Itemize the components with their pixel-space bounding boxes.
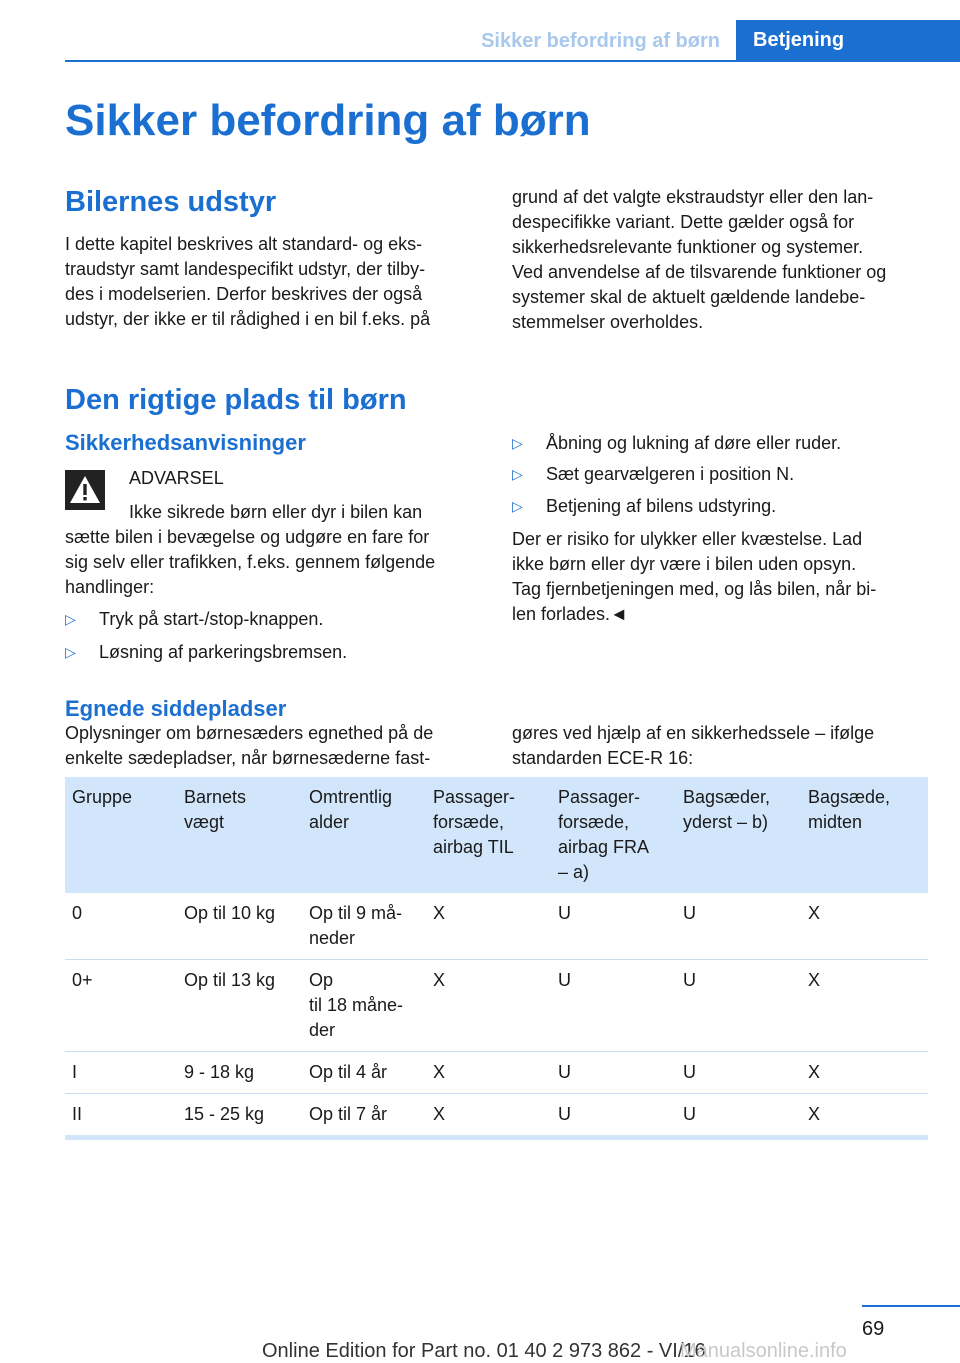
child-seat-table — [65, 777, 928, 1135]
header-chapter-tab: Betjening — [736, 20, 960, 61]
heading-rigtige-plads: Den rigtige plads til børn — [65, 384, 407, 416]
warning-title: ADVARSEL — [129, 468, 224, 488]
bullet-text: Åbning og lukning af døre eller ruder. — [546, 433, 842, 453]
cell-line: X — [808, 1104, 821, 1124]
cell-line: 0+ — [72, 970, 93, 990]
table-header-cell — [302, 777, 426, 893]
text-line: enkelte sædepladser, når børnesæderne fast- — [65, 748, 431, 768]
table-cell — [65, 1052, 177, 1094]
text-line: stemmelser overholdes. — [512, 312, 704, 332]
table-cell — [65, 893, 177, 960]
table-header-cell — [676, 777, 801, 893]
cell-line: yderst – b) — [683, 812, 769, 832]
bullet-text: Sæt gearvælgeren i position N. — [546, 464, 795, 484]
table-header-cell — [177, 777, 302, 893]
table-cell — [426, 893, 551, 960]
bullet-triangle-icon: ▷ — [512, 466, 523, 482]
text-line: grund af det valgte ekstraudstyr eller den lan- — [512, 187, 874, 207]
table-cell — [177, 1052, 302, 1094]
table-cell — [551, 1052, 676, 1094]
cell-line: U — [558, 970, 571, 990]
table-row — [65, 1094, 928, 1136]
cell-line: forsæde, — [433, 812, 505, 832]
header-section-title: Sikker befordring af børn — [481, 30, 720, 52]
table-cell — [676, 1094, 801, 1136]
table-cell — [65, 1094, 177, 1136]
cell-line: til 18 måne- — [309, 995, 404, 1015]
table-cell — [302, 1094, 426, 1136]
table-row — [65, 1052, 928, 1094]
text-line: traudstyr samt landespecifikt udstyr, der tilby- — [65, 259, 426, 279]
text-line: I dette kapitel beskrives alt standard- og eks- — [65, 234, 423, 254]
table-cell — [676, 893, 801, 960]
cell-line: I — [72, 1062, 78, 1082]
header-rule — [65, 60, 960, 62]
footer-rule — [862, 1305, 960, 1307]
cell-line: U — [558, 1104, 571, 1124]
cell-line: Omtrentlig — [309, 787, 393, 807]
text-line: Ved anvendelse af de tilsvarende funktioner og — [512, 262, 887, 282]
cell-line: Passager- — [558, 787, 641, 807]
subheading-egnede-siddepladser: Egnede siddepladser — [65, 696, 287, 721]
table-row — [65, 960, 928, 1052]
text-line: sikkerhedsrelevante funktioner og systemer. — [512, 237, 864, 257]
page-header — [0, 0, 960, 62]
table-cell — [801, 960, 928, 1052]
cell-line: alder — [309, 812, 350, 832]
table-cell — [177, 960, 302, 1052]
table-header-cell — [65, 777, 177, 893]
cell-line: vægt — [184, 812, 225, 832]
cell-line: Passager- — [433, 787, 516, 807]
cell-line: Barnets — [184, 787, 247, 807]
text-line: Ikke sikrede børn eller dyr i bilen kan — [129, 502, 423, 522]
subheading-sikkerhedsanvisninger: Sikkerhedsanvisninger — [65, 430, 306, 455]
table-cell — [551, 960, 676, 1052]
text-line: ikke børn eller dyr være i bilen uden opsyn. — [512, 554, 857, 574]
table-header-cell — [801, 777, 928, 893]
cell-line: Bagsæder, — [683, 787, 771, 807]
cell-line: Op til 7 år — [309, 1104, 388, 1124]
text-line: systemer skal de aktuelt gældende landebe- — [512, 287, 866, 307]
cell-line: X — [808, 1062, 821, 1082]
cell-line: 0 — [72, 903, 83, 923]
table-row — [65, 893, 928, 960]
cell-line: U — [683, 903, 696, 923]
table-cell — [426, 1094, 551, 1136]
cell-line: forsæde, — [558, 812, 630, 832]
bullet-text: Løsning af parkeringsbremsen. — [99, 642, 348, 662]
text-line: Der er risiko for ulykker eller kvæstelse. Lad — [512, 529, 863, 549]
heading-bilernes-udstyr: Bilernes udstyr — [65, 186, 277, 218]
table-cell — [177, 893, 302, 960]
table-cell — [302, 1052, 426, 1094]
table-header-row — [65, 777, 928, 893]
text-line: des i modelserien. Derfor beskrives der også — [65, 284, 423, 304]
cell-line: – a) — [558, 862, 590, 882]
paragraph-siddepladser-right — [512, 721, 932, 771]
table-cell — [801, 1094, 928, 1136]
text-line: standarden ECE-R 16: — [512, 748, 694, 768]
table-header-cell — [551, 777, 676, 893]
table-cell — [551, 1094, 676, 1136]
cell-line: X — [433, 1062, 446, 1082]
warning-text — [65, 500, 483, 600]
cell-line: U — [683, 970, 696, 990]
bullet-triangle-icon: ▷ — [512, 498, 523, 514]
text-line: sig selv eller trafikken, f.eks. gennem følgende — [65, 552, 436, 572]
cell-line: U — [683, 1062, 696, 1082]
cell-line: U — [558, 1062, 571, 1082]
bullet-triangle-icon: ▷ — [65, 644, 76, 660]
table-bottom-rule — [65, 1135, 928, 1140]
table-cell — [426, 960, 551, 1052]
cell-line: X — [433, 970, 446, 990]
cell-line: Op til 4 år — [309, 1062, 388, 1082]
cell-line: Op til 9 må- — [309, 903, 403, 923]
table-cell — [177, 1094, 302, 1136]
bullet-text: Betjening af bilens udstyring. — [546, 496, 777, 516]
bullet-triangle-icon: ▷ — [65, 611, 76, 627]
cell-line: 15 - 25 kg — [184, 1104, 265, 1124]
cell-line: neder — [309, 928, 356, 948]
footer-edition: Online Edition for Part no. 01 40 2 973 862 - VI/16 — [262, 1340, 706, 1362]
cell-line: Op til 10 kg — [184, 903, 276, 923]
cell-line: U — [683, 1104, 696, 1124]
text-line: Tag fjernbetjeningen med, og lås bilen, når bi- — [512, 579, 877, 599]
table-cell — [302, 893, 426, 960]
text-line: sætte bilen i bevægelse og udgøre en fare for — [65, 527, 430, 547]
cell-line: U — [558, 903, 571, 923]
page-number: 69 — [862, 1318, 885, 1340]
cell-line: X — [808, 970, 821, 990]
table-cell — [801, 893, 928, 960]
table-cell — [426, 1052, 551, 1094]
paragraph-udstyr-right — [512, 185, 932, 335]
cell-line: Bagsæde, — [808, 787, 891, 807]
table-cell — [65, 960, 177, 1052]
cell-line: Gruppe — [72, 787, 133, 807]
table-cell — [801, 1052, 928, 1094]
table-cell — [676, 960, 801, 1052]
text-line: gøres ved hjælp af en sikkerhedssele – ifølge — [512, 723, 875, 743]
paragraph-risk — [512, 527, 932, 627]
cell-line: airbag FRA — [558, 837, 650, 857]
cell-line: X — [808, 903, 821, 923]
text-line: despecifikke variant. Dette gælder også for — [512, 212, 855, 232]
table-header-cell — [426, 777, 551, 893]
bullet-triangle-icon: ▷ — [512, 435, 523, 451]
cell-line: 9 - 18 kg — [184, 1062, 255, 1082]
text-line: Oplysninger om børnesæders egnethed på de — [65, 723, 434, 743]
table-cell — [676, 1052, 801, 1094]
cell-line: der — [309, 1020, 336, 1040]
text-line: handlinger: — [65, 577, 155, 597]
table-cell — [551, 893, 676, 960]
paragraph-udstyr-left — [65, 232, 483, 332]
cell-line: X — [433, 1104, 446, 1124]
cell-line: midten — [808, 812, 863, 832]
cell-line: II — [72, 1104, 83, 1124]
bullet-text: Tryk på start-/stop-knappen. — [99, 609, 324, 629]
cell-line: Op — [309, 970, 334, 990]
cell-line: Op til 13 kg — [184, 970, 276, 990]
text-line: udstyr, der ikke er til rådighed i en bil f.eks. på — [65, 309, 431, 329]
watermark: Manualsonline.info — [680, 1340, 847, 1362]
cell-line: airbag TIL — [433, 837, 514, 857]
text-line: len forlades.◄ — [512, 604, 628, 624]
paragraph-siddepladser-left — [65, 721, 483, 771]
cell-line: X — [433, 903, 446, 923]
table-cell — [302, 960, 426, 1052]
page-title: Sikker befordring af børn — [65, 96, 591, 145]
